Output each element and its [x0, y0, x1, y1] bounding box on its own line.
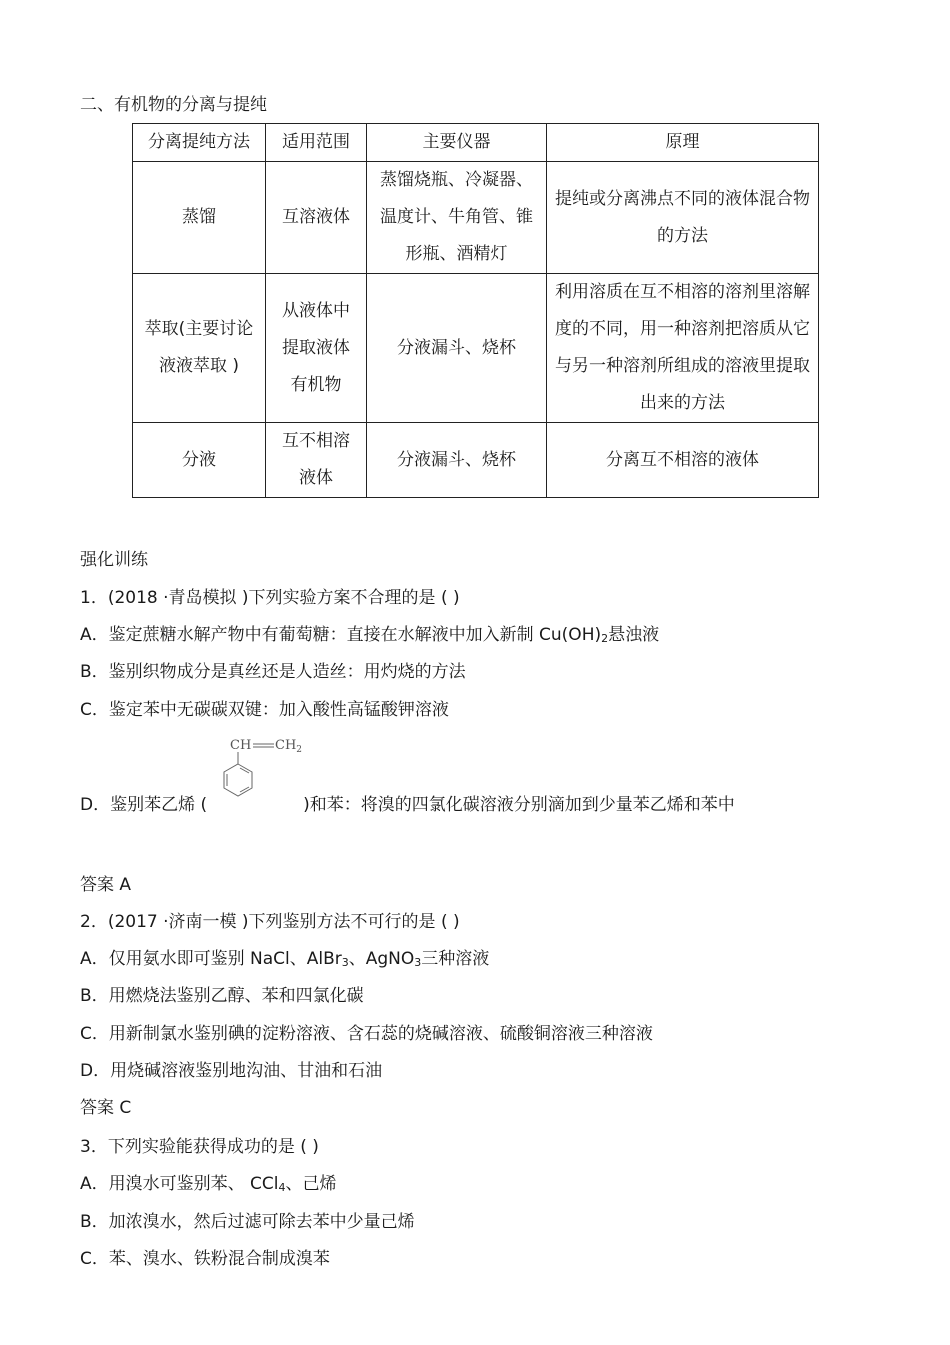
- question-2-option-c: C．用新制氯水鉴别碘的淀粉溶液、含石蕊的烧碱溶液、硫酸铜溶液三种溶液: [80, 1024, 653, 1044]
- question-2-stem: 2．(2017 ·济南一模 )下列鉴别方法不可行的是 ( ): [80, 912, 460, 932]
- table-cell: 提纯或分离沸点不同的液体混合物的方法: [547, 162, 819, 274]
- question-3-option-b: B．加浓溴水，然后过滤可除去苯中少量己烯: [80, 1212, 415, 1232]
- table-cell: 分离互不相溶的液体: [547, 423, 819, 498]
- question-2-answer: 答案 C: [80, 1098, 132, 1118]
- question-1-stem: 1．(2018 ·青岛模拟 )下列实验方案不合理的是 ( ): [80, 588, 460, 608]
- structure-ch-label: CH: [230, 738, 252, 753]
- section-title: 二、有机物的分离与提纯: [80, 95, 267, 115]
- separation-table: [132, 123, 819, 498]
- table-cell: 分液漏斗、烧杯: [367, 423, 547, 498]
- question-1-answer: 答案 A: [80, 875, 132, 895]
- table-header-cell: 适用范围: [266, 124, 367, 162]
- table-row: [133, 423, 819, 498]
- table-cell: 利用溶质在互不相溶的溶剂里溶解度的不同，用一种溶剂把溶质从它与另一种溶剂所组成的溶液里提取出来的方法: [547, 274, 819, 423]
- question-3-option-c: C．苯、溴水、铁粉混合制成溴苯: [80, 1249, 330, 1269]
- table-cell: 从液体中提取液体有机物: [266, 274, 367, 423]
- question-1-option-c: C．鉴定苯中无碳碳双键：加入酸性高锰酸钾溶液: [80, 700, 449, 720]
- table-cell: 蒸馏: [133, 162, 266, 274]
- table-row: [133, 162, 819, 274]
- question-3-option-a: A．用溴水可鉴别苯、 CCl$_4$、己烯: [80, 1174, 337, 1194]
- training-title: 强化训练: [80, 550, 148, 570]
- table-header-cell: 主要仪器: [367, 124, 547, 162]
- table-cell: 蒸馏烧瓶、冷凝器、温度计、牛角管、锥形瓶、酒精灯: [367, 162, 547, 274]
- table-header-row: [133, 124, 819, 162]
- question-2-option-a: A．仅用氨水即可鉴别 NaCl、AlBr$_3$、AgNO$_3$三种溶液: [80, 949, 490, 969]
- table-cell: 分液: [133, 423, 266, 498]
- table-cell: 互不相溶液体: [266, 423, 367, 498]
- question-2-option-d: D．用烧碱溶液鉴别地沟油、甘油和石油: [80, 1061, 383, 1081]
- table-row: [133, 274, 819, 423]
- table-header-cell: 分离提纯方法: [133, 124, 266, 162]
- question-1-option-a: A．鉴定蔗糖水解产物中有葡萄糖：直接在水解液中加入新制 $Cu(OH)_2$悬浊液: [80, 625, 660, 645]
- question-1-option-d: D．鉴别苯乙烯 ( )和苯：将溴的四氯化碳溶液分别滴加到少量苯乙烯和苯中: [80, 795, 735, 815]
- table-cell: 萃取(主要讨论液液萃取 ): [133, 274, 266, 423]
- table-cell: 互溶液体: [266, 162, 367, 274]
- table-cell: 分液漏斗、烧杯: [367, 274, 547, 423]
- question-1-option-b: B．鉴别织物成分是真丝还是人造丝：用灼烧的方法: [80, 662, 466, 682]
- question-3-stem: 3．下列实验能获得成功的是 ( ): [80, 1137, 319, 1157]
- question-2-option-b: B．用燃烧法鉴别乙醇、苯和四氯化碳: [80, 986, 364, 1006]
- table-header-cell: 原理: [547, 124, 819, 162]
- structure-ch2-label: $CH_2$: [275, 738, 303, 755]
